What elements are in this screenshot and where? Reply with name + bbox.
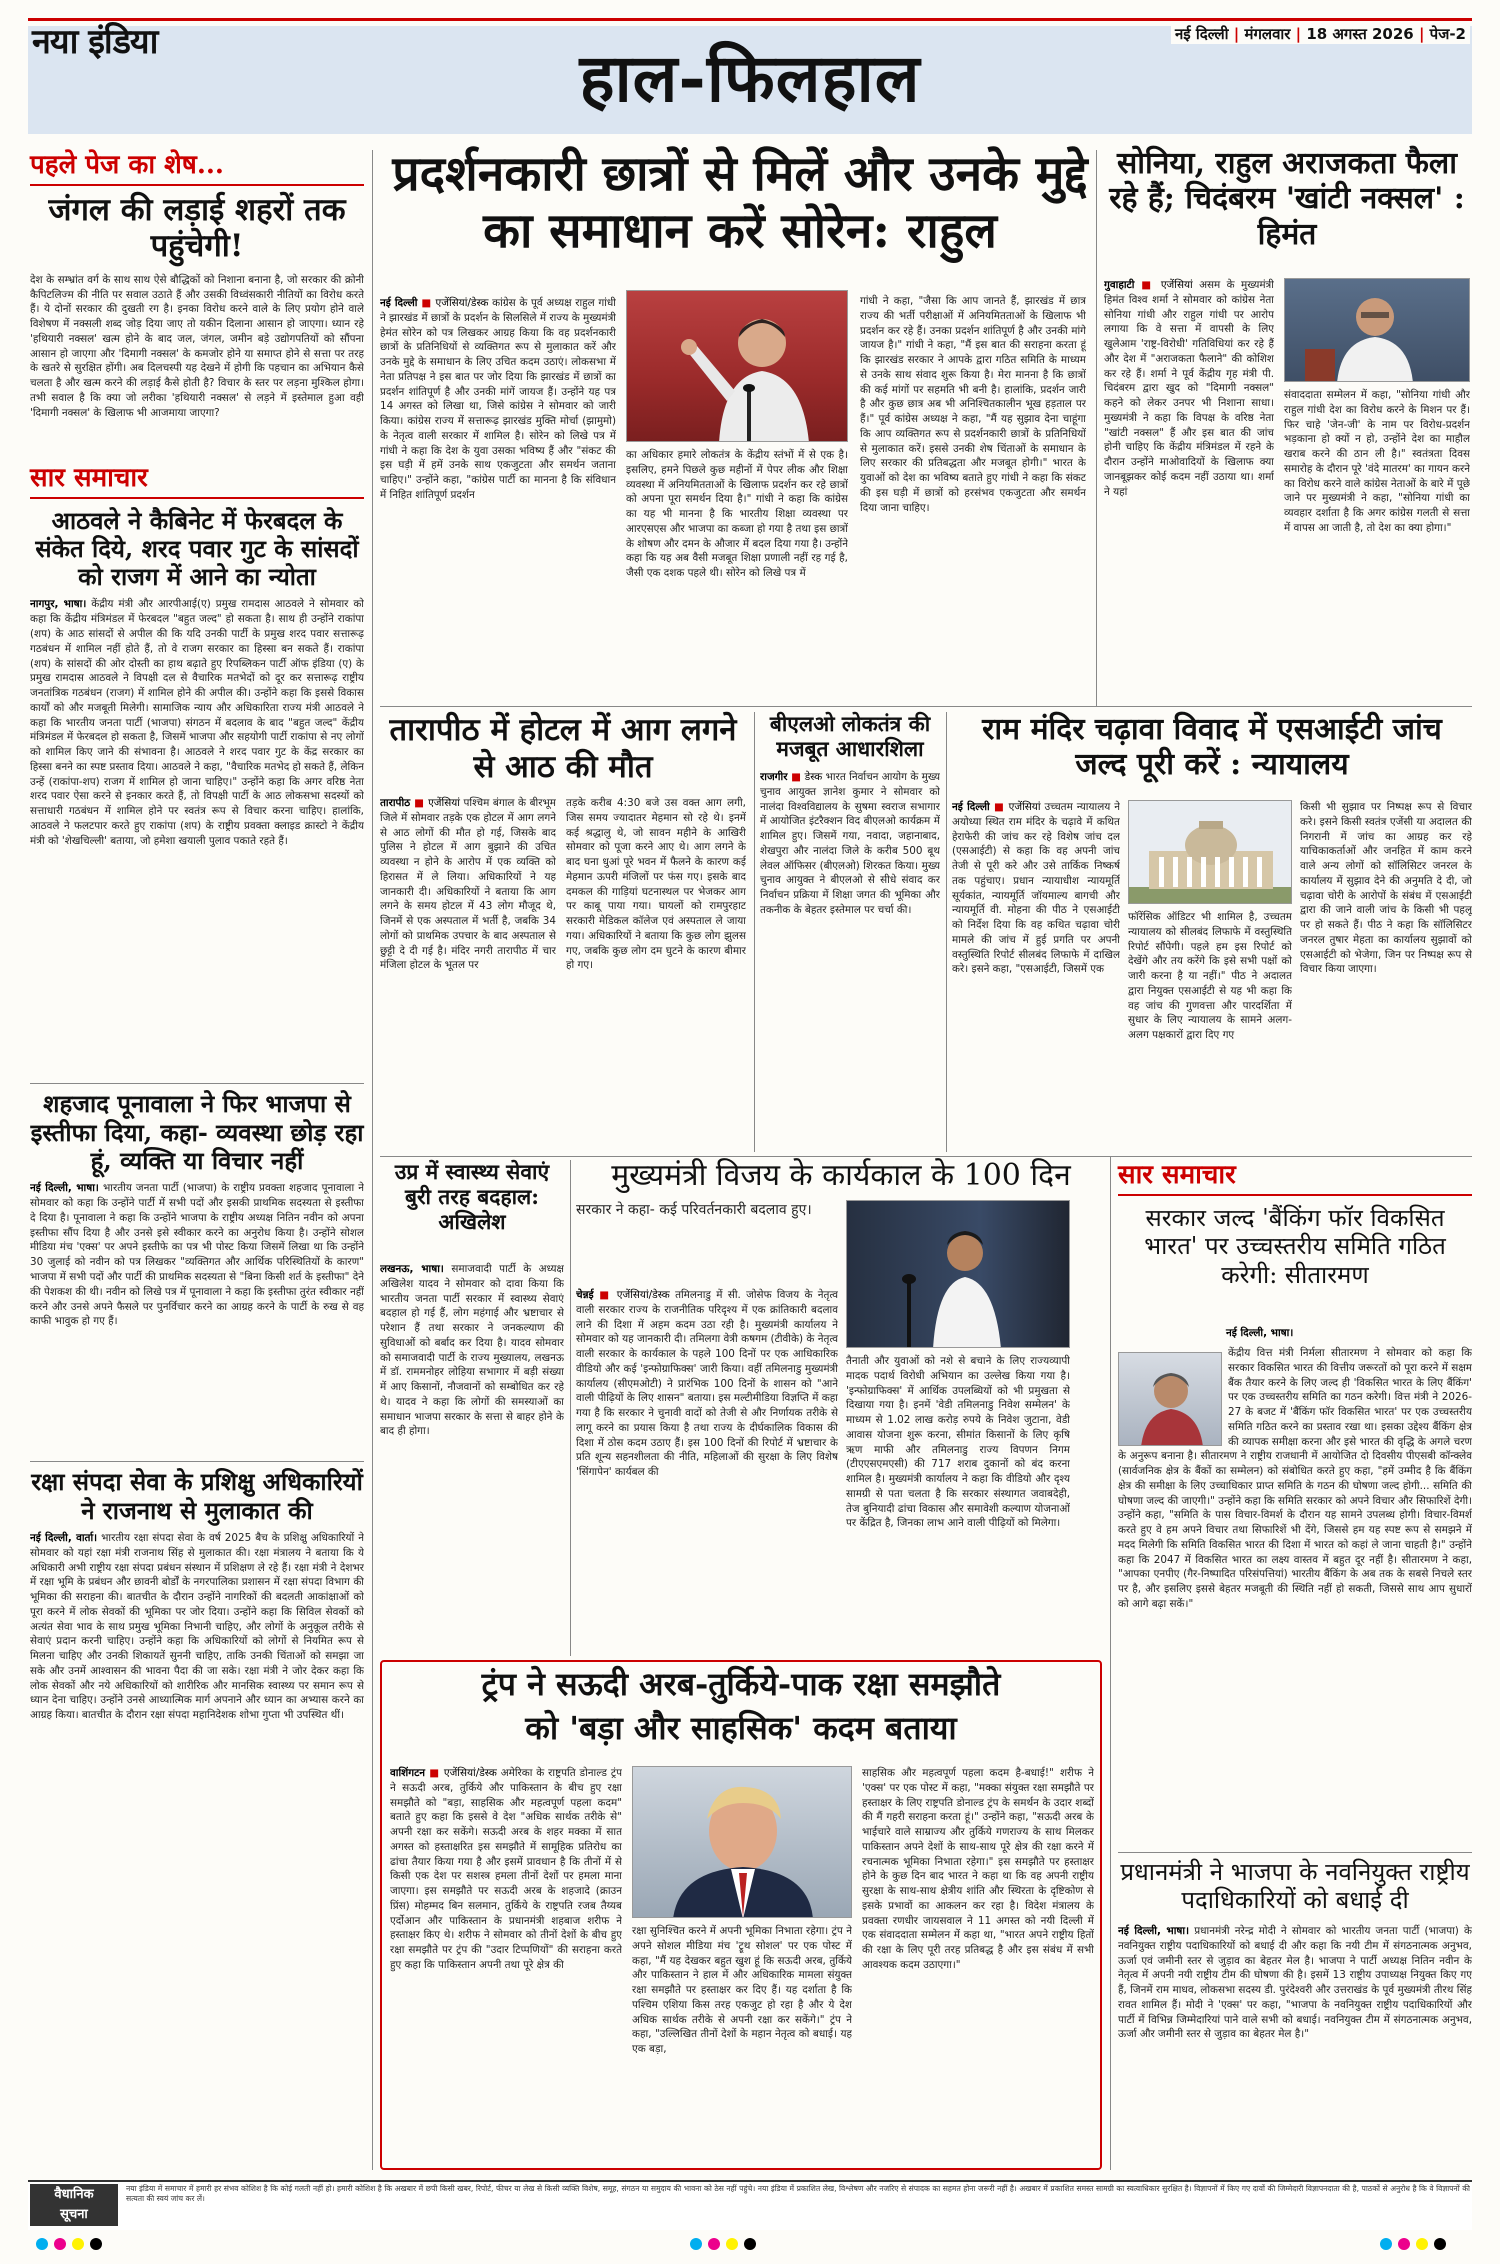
- day: मंगलवार: [1244, 25, 1291, 43]
- lead-col2: का अधिकार हमारे लोकतंत्र के केंद्रीय स्तंभों में से एक है। इसलिए, हमने पिछले कुछ महीनों में पेपर लीक और शिक्षा व्यवस्था में अनियमितताओं के खिलाफ प्रदर्शन कर रहे छात्रों को अपना पूरा समर्थन दिया है।" गांधी ने कहा कि कांग्रेस का यह भी मानना है कि भारतीय शिक्षा व्यवस्था पर आरएसएस और भाजपा का कब्जा हो गया है तथा इस छात्रों के शोषण और दमन के औजार में बदल दिया गया है। उन्होंने कहा कि यह अब वैसी मजबूत शिक्षा प्रणाली नहीं रह गई है, जैसी एक दशक पहले थी। सोरेन को लिखे पत्र में: [626, 449, 848, 580]
- tara-col1: तारापीठ ■ एजेंसियां पश्चिम बंगाल के बीरभूम जिले में सोमवार तड़के एक होटल में आग लगने से आठ लोगों की मौत हो गई, जिसके बाद पुलिस ने होटल में आग बुझाने की उचित व्यवस्था न होने के आरोप में एक व्यक्ति को हिरासत में ले लिया। अधिकारियों ने यह जानकारी दी। अधिकारियों ने बताया कि आग लगने के समय होटल में 43 लोग मौजूद थे, जिनमें से एक अस्पताल में भर्ती है, जबकि 34 लोगों को प्राथमिक उपचार के बाद अस्पताल से छुट्टी दे दी गई है। मंदिर नगरी तारापीठ में चार मंजिला होटल के भूतल पर: [380, 797, 556, 972]
- pm-dateline: नई दिल्ली, भाषा।: [1118, 1925, 1190, 1937]
- s2-headline[interactable]: आठवले ने कैबिनेट में फेरबदल के संकेत दिये, शरद पवार गुट के सांसदों को राजग में आने का न्योता: [35, 505, 359, 592]
- column-rule: [946, 712, 947, 1152]
- tara-dateline: तारापीठ ■ एजेंसियां: [380, 797, 460, 809]
- vijay-subhead: सरकार ने कहा- कई परिवर्तनकारी बदलाव हुए।: [576, 1202, 812, 1218]
- row-rule: [380, 1156, 1472, 1157]
- date: 18 अगस्त 2026: [1306, 25, 1414, 43]
- left-column: [30, 150, 364, 1933]
- continued-label: पहले पेज का शेष...: [30, 150, 364, 186]
- black-dot-icon: [90, 2238, 102, 2250]
- ram-col2: फॉरेंसिक ऑडिटर भी शामिल है, उच्चतम न्यायालय को सीलबंद लिफाफे में वस्तुस्थिति रिपोर्ट सौंपेगी। पहले हम इस रिपोर्ट को देखेंगे और तय करेंगे कि इसे सभी पक्षों को जारी करना है या नहीं।" पीठ ने अदालत द्वारा नियुक्त एसआईटी से यह भी कहा कि वह जांच की गुणवत्ता और पारदर्शिता में सुधार के लिए न्यायालय के सामने अलग-अलग पक्षकारों द्वारा दिए गए: [1128, 911, 1292, 1042]
- up-body: लखनऊ, भाषा। समाजवादी पार्टी के अध्यक्ष अखिलेश यादव ने सोमवार को दावा किया कि भारतीय जनता पार्टी सरकार में स्वास्थ्य सेवाएं बदहाल हो गई हैं, लोग महंगाई और भ्रष्टाचार से परेशान हैं तथा सरकार ने जनकल्याण की सुविधाओं को बर्बाद कर दिया है। यादव सोमवार को समाजवादी पार्टी के राज्य मुख्यालय, लखनऊ में डॉ. राममनोहर लोहिया सभागार में बड़ी संख्या में आए किसानों, नौजवानों को सम्बोधित कर रहे थे। यादव ने कहा कि लोगों की समस्याओं का समाधान भाजपा सरकार के सत्ता से बाहर होने के बाद ही होगा।: [380, 1263, 564, 1438]
- rahul-photo: [626, 290, 848, 442]
- cyan-dot-icon: [36, 2238, 48, 2250]
- vijay-col1: चेन्नई ■ एजेंसियां/डेस्क तमिलनाडु में सी. जोसेफ विजय के नेतृत्व वाली सरकार राज्य के राजनीतिक परिदृश्य में एक क्रांतिकारी बदलाव लाने की दिशा में अहम कदम उठा रही है। मुख्यमंत्री कार्यालय ने सोमवार को यह जानकारी दी। तमिलगा वेत्री कषगम (टीवीके) के नेतृत्व वाली सरकार के कार्यकाल के पहले 100 दिनों पर एक आधिकारिक वीडियो और कई 'इन्फोग्राफिक्स' जारी किया। वहीं तमिलनाडु मुख्यमंत्री कार्यालय (सीएमओटी) ने प्रारंभिक 100 दिनों के शासन को "आने वाली पीढ़ियों के लिए शासन" बताया। इस मल्टीमीडिया विज्ञप्ति में कहा गया है कि सरकार ने चुनावी वादों को तेजी से और निर्णायक तरीके से लागू करने का प्रयास किया है तथा राज्य के दीर्घकालिक विकास की दिशा में ठोस कदम उठाए हैं। इस 100 दिनों की रिपोर्ट में भ्रष्टाचार के प्रति शून्य सहनशीलता की नीति, महिलाओं की सुरक्षा के लिए विशेष 'सिंगापेन' कार्यबल की: [576, 1289, 838, 1479]
- trump-headline-1[interactable]: ट्रंप ने सऊदी अरब-तुर्किये-पाक रक्षा समझौते: [481, 1665, 1001, 1703]
- yellow-dot-icon: [726, 2238, 738, 2250]
- magenta-dot-icon: [54, 2238, 66, 2250]
- s1-body: देश के सम्भ्रांत वर्ग के साथ साथ ऐसे बौद्धिकों को निशाना बनाना है, जो सरकार की क्रोनी कैपिटलिज्म की नीति पर सवाल उठाते हैं और उसकी विध्वंसकारी नीतियों का विरोध करते हैं। ये दोनों सरकार की दुखती रग है। इनका विरोध करने वाले के लिए प्रयोग होने वाले विशेषण में नक्सली शब्द जोड़ दिया जाए तो यकीन दिलाना आसान हो जाएगा। ध्यान रहे 'हथियारी नक्सल' खत्म होने के बाद जल, जंगल, जमीन बड़े उद्योगपतियों को सौंपना आसान हो जाएगा और 'दिमागी नक्सल' के कमजोर होने या समाप्त होने से सत्ता पर तरह के खतरे से सुरक्षित होंगी। अब दिलचस्पी यह देखने में होगी कि पहचान का अभियान कैसे चलता है और खत्म करने की लड़ाई कैसे होती है? विचार के स्तर पर लड़ना मुश्किल होगा। तभी सवाल है कि क्या जो लरीका 'हथियारी नक्सल' से लड़ने में इस्तेमाल हुआ वही 'दिमागी नक्सल' के खिलाफ भी आजमाया जाएगा?: [30, 273, 364, 419]
- s1-headline[interactable]: जंगल की लड़ाई शहरों तक पहुंचेगी!: [48, 191, 346, 265]
- vijay-headline[interactable]: मुख्यमंत्री विजय के कार्यकाल के 100 दिन: [611, 1158, 1071, 1193]
- ram-dateline: नई दिल्ली ■ एजेंसियां: [952, 801, 1041, 813]
- footer-disclaimer: नया इंडिया में समाचार में हमारी हर संभव कोशिश है कि कोई गलती नहीं हो। हमारी कोशिश है कि अखबार में छपी किसी खबर, रिपोर्ट, फीचर या लेख से किसी व्यक्ति विशेष, समूह, संगठन या समुदाय की भावना को ठेस नहीं पहुंचे। नया इंडिया में प्रकाशित लेख, विश्लेषण और नजरिए से संपादक का सहमत होना जरूरी नहीं है। अखबार में प्रकाशित समस्त सामग्री का स्वत्वाधिकार सुरक्षित है। विज्ञापनों में किए गए दावों की जिम्मेदारी विज्ञापनदाता की है, पाठकों से अनुरोध है कि वे विज्ञापनों की सत्यता की स्वयं जांच कर लें।: [126, 2184, 1470, 2204]
- column-rule: [372, 150, 373, 2170]
- column-rule: [1096, 150, 1097, 706]
- cyan-dot-icon: [690, 2238, 702, 2250]
- s2-dateline: नागपुर, भाषा।: [30, 598, 87, 611]
- up-headline[interactable]: उप्र में स्वास्थ्य सेवाएं बुरी तरह बदहाल: अखिलेश: [394, 1159, 550, 1234]
- blo-body: राजगीर ■ डेस्क भारत निर्वाचन आयोग के मुख्य चुनाव आयुक्त ज्ञानेश कुमार ने सोमवार को नालंदा विश्वविद्यालय के सुषमा स्वराज सभागार में आयोजित इंटरैक्शन विद बीएलओ कार्यक्रम में शामिल हुए। जिसमें गया, नवादा, जहानाबाद, शेखपुरा और नालंदा जिले के करीब 500 बूथ लेवल ऑफिसर (बीएलओ) शिरकत किया। मुख्य चुनाव आयुक्त ने बीएलओ से सीधे संवाद कर निर्वाचन प्रक्रिया में शिक्षा जगत की भूमिका और तकनीक के बेहतर इस्तेमाल पर चर्चा की।: [760, 771, 940, 916]
- tara-headline[interactable]: तारापीठ में होटल में आग लगने से आठ की मौत: [389, 712, 737, 785]
- sonia-col2: संवाददाता सम्मेलन में कहा, "सोनिया गांधी और राहुल गांधी देश का विरोध करने के मिशन पर हैं। फिर चाहे 'जेन-जी' के नाम पर विरोध-प्रदर्शन भड़काना हो क्यों न हो, उन्होंने देश का माहौल खराब करने की ठान ली है।" स्वतंत्रता दिवस समारोह के दौरान पूरे 'वंदे मातरम' का गायन करने का विरोध करने वाले कांग्रेस नेताओं के बारे में पूछे जाने पर मुख्यमंत्री ने कहा, "सोनिया गांधी का व्यवहार दर्शाता है कि अगर कांग्रेस गलती से सत्ता में वापस आ जाती है, तो देश का क्या होगा।": [1284, 389, 1470, 534]
- up-dateline: लखनऊ, भाषा।: [380, 1263, 444, 1275]
- trump-col3: साहसिक और महत्वपूर्ण पहला कदम है-बधाई!" शरीफ ने 'एक्स' पर एक पोस्ट में कहा, "मक्का संयुक्त रक्षा समझौते पर हस्ताक्षर के लिए राष्ट्रपति डोनाल्ड ट्रंप के समर्थन के उदार शब्दों की मैं गहरी सराहना करता हूं।" उन्होंने कहा, "सऊदी अरब के भाईचारे वाले साम्राज्य और तुर्किये गणराज्य के साथ मिलकर पाकिस्तान अपने देशों के साथ-साथ पूरे क्षेत्र की रक्षा करने में रचनात्मक भूमिका निभाता रहेगा।" इस समझौते पर हस्ताक्षर होने के कुछ दिन बाद भारत ने कहा था कि वह अपनी राष्ट्रीय सुरक्षा के साथ-साथ क्षेत्रीय शांति और स्थिरता के दृष्टिकोण से इसके प्रभावों का आकलन कर रहा है। विदेश मंत्रालय के प्रवक्ता रणधीर जायसवाल ने 11 अगस्त को नयी दिल्ली में एक संवाददाता सम्मेलन में कहा था, "भारत अपने राष्ट्रीय हितों की रक्षा के लिए पूरी तरह प्रतिबद्ध है और इस संबंध में सभी आवश्यक कदम उठाएगा।": [862, 1767, 1094, 1971]
- s3-headline[interactable]: शहजाद पूनावाला ने फिर भाजपा से इस्तीफा दिया, कहा- व्यवस्था छोड़ रहा हूं, व्यक्ति या विचार नहीं: [30, 1083, 364, 1175]
- column-rule: [570, 1160, 571, 1656]
- s3-dateline: नई दिल्ली, भाषा।: [30, 1182, 99, 1195]
- footer-label: वैधानिक सूचना: [30, 2184, 118, 2226]
- newspaper-logo[interactable]: नया इंडिया: [32, 22, 158, 62]
- sar-dateline: नई दिल्ली, भाषा।: [1226, 1327, 1294, 1339]
- lead-col3: गांधी ने कहा, "जैसा कि आप जानते हैं, झारखंड में छात्र राज्य की भर्ती परीक्षाओं में अनियमितताओं के खिलाफ भी प्रदर्शन कर रहे हैं। उनका प्रदर्शन शांतिपूर्ण है और उनकी मांगे जायज है।" गांधी ने कहा, "मैं इस बात की सराहना करता हूं कि झारखंड सरकार ने आपके द्वारा गठित समिति के माध्यम से उनके साथ संवाद शुरू किया है। मेरा मानना है कि छात्रों की कई मांगों पर सहमति भी बनी है। हालांकि, प्रदर्शन जारी है और कुछ छात्र अब भी अनिश्चितकालीन भूख हड़ताल पर हैं।" पूर्व कांग्रेस अध्यक्ष ने कहा, "मैं यह सुझाव देना चाहूंगा कि आप व्यक्तिगत रूप से प्रदर्शनकारी छात्रों के प्रतिनिधियों से मुलाकात करें। इससे उनकी शेष चिंताओं के समाधान के लिए सरकार की प्रतिबद्धता और मजबूत होगी।" भारत के युवाओं को देश का भविष्य बताते हुए गांधी ने कहा कि संकट की इस घड़ी में छात्रों को हरसंभव एकजुटता और समर्थन दिया जाना चाहिए।: [860, 295, 1086, 514]
- trump-photo: [632, 1766, 852, 1918]
- vijay-col2: तैनाती और युवाओं को नशे से बचाने के लिए राज्यव्यापी मादक पदार्थ विरोधी अभियान का उल्लेख किया गया है। 'इन्फोग्राफिक्स' में आर्थिक उपलब्धियों को भी प्रमुखता से दिखाया गया है। इनमें 'वेडी तमिलनाडु निवेश सम्मेलन' के माध्यम से 1.02 लाख करोड़ रुपये के निवेश जुटाना, वेडी आवास योजना शुरू करना, सीमांत किसानों के लिए कृषि ऋण माफी और तमिलनाडु राज्य विपणन निगम (टीएएसएमएसी) की 717 शराब दुकानों को बंद करना शामिल है। मुख्यमंत्री कार्यालय ने कहा कि वीडियो और दृश्य सामग्री से पता चलता है कि सरकार संस्थागत जवाबदेही, तेज बुनियादी ढांचा विकास और समावेशी कल्याण योजनाओं पर केंद्रित है, जिनका लाभ आने वाली पीढ़ियों को मिलेगा।: [846, 1355, 1070, 1530]
- registration-marks-center: [690, 2238, 756, 2250]
- section-title: हाल-फिलहाल: [579, 39, 921, 117]
- ram-col3: किसी भी सुझाव पर निष्पक्ष रूप से विचार करे। इसने किसी स्वतंत्र एजेंसी या अदालत की निगरानी में जांच का आग्रह कर रहे याचिकाकर्ताओं और जनहित में काम करने वाले अन्य लोगों को सॉलिसिटर जनरल के कार्यालय में सुझाव देने की अनुमति दे दी, जो चढ़ावा चोरी के आरोपों के संबंध में एसआईटी द्वारा की जाने वाली जांच के किसी भी पहलू पर हो सकते हैं। पीठ ने कहा कि सॉलिसिटर जनरल तुषार मेहता का कार्यालय सुझावों को एसआईटी को भेजेगा, जिन पर निष्पक्ष रूप से विचार किया जाएगा।: [1300, 801, 1472, 976]
- court-building-icon: [1129, 801, 1292, 904]
- top-rule: [28, 18, 1472, 21]
- black-dot-icon: [1434, 2238, 1446, 2250]
- supreme-court-photo: [1128, 800, 1292, 904]
- sonia-headline[interactable]: सोनिया, राहुल अराजकता फैला रहे हैं; चिदंबरम 'खांटी नक्सल' : हिमंत: [1109, 146, 1465, 252]
- himanta-photo: [1284, 278, 1470, 382]
- cyan-dot-icon: [1380, 2238, 1392, 2250]
- row-rule: [1118, 1852, 1472, 1853]
- column-rule: [754, 712, 755, 1152]
- sar-body-text: केंद्रीय वित्त मंत्री निर्मला सीतारमण ने सोमवार को कहा कि सरकार विकसित भारत की वित्तीय जरूरतों को पूरा करने में सक्षम बैंक तैयार करने के लिए जल्द ही 'विकसित भारत के लिए बैंकिंग' पर एक उच्चस्तरीय समिति का गठन करेगी। वित्त मंत्री ने 2026-27 के बजट में 'बैंकिंग फॉर विकसित भारत' पर एक उच्चस्तरीय समिति गठित करने का प्रस्ताव रखा था। इसका उद्देश्य बैंकिंग क्षेत्र की व्यापक समीक्षा करना और इसे भारत की वृद्धि के अगले चरण के अनुरूप बनाना है। सीतारमण ने राष्ट्रीय राजधानी में आयोजित दो दिवसीय पीएसबी कॉन्क्लेव (सार्वजनिक क्षेत्र के बैंकों का सम्मेलन) को संबोधित करते हुए कहा, "हमें उम्मीद है कि बैंकिंग क्षेत्र की समीक्षा के लिए उच्चाधिकार प्राप्त समिति के गठन की घोषणा जल्द होगी... समिति की घोषणा जल्द की जाएगी।" उन्होंने कहा कि समिति सरकार को अपने विचार और सिफारिशें देगी। उन्होंने कहा, "समिति के पास विचार-विमर्श के दौरान यह सामने उपलब्ध होगी। विचार-विमर्श करते हुए वे हम अपने विचार तथा सिफारिशें भी देंगे, जिससे हम यह स्पष्ट रूप से समझने में मदद मिलेगी कि समिति विकसित भारत की दिशा में भारत को कहां ले जाना चाहती है।" उन्होंने कहा कि 2047 में विकसित भारत का लक्ष्य वास्तव में बहुत दूर नहीं है। सीतारमण ने कहा, "आपका एनपीए (गैर-निष्पादित परिसंपत्तियां) भारतीय बैंकिंग के अब तक के सबसे निचले स्तर पर है, और इसलिए इससे बेहतर मजबूती की स्थिति नहीं हो सकती, जिससे साथ आप सुधारों को आगे बढ़ा सकें।": [1118, 1347, 1472, 1611]
- trump-dateline: वाशिंगटन ■ एजेंसियां/डेस्क: [390, 1767, 497, 1779]
- himanta-speaking-icon: [1285, 279, 1470, 382]
- blo-headline[interactable]: बीएलओ लोकतंत्र की मजबूत आधारशिला: [769, 711, 931, 761]
- yellow-dot-icon: [72, 2238, 84, 2250]
- tara-col2: तड़के करीब 4:30 बजे उस वक्त आग लगी, जिस समय ज्यादातर मेहमान सो रहे थे। इनमें कई श्रद्धालु थे, जो सावन महीने के आखिरी सोमवार को पूजा करने आए थे। आग लगने के बाद घना धुआं पूरे भवन में फैलने के कारण कई मेहमान ऊपरी मंजिलों पर फंस गए। इसके बाद दमकल की गाड़ियां घटनास्थल पर भेजकर आग पर काबू पाया गया। घायलों को रामपुरहाट सरकारी मेडिकल कॉलेज एवं अस्पताल ले जाया गया। अधिकारियों ने बताया कि कुछ लोग झुलस गए, जबकि कुछ लोग दम घुटने के कारण बीमार हो गए।: [566, 797, 746, 972]
- registration-marks-right: [1380, 2238, 1446, 2250]
- lead-col1: नई दिल्ली ■ एजेंसियां/डेस्क कांग्रेस के पूर्व अध्यक्ष राहुल गांधी ने झारखंड में छात्रों के प्रदर्शन के सिलसिले में राज्य के मुख्यमंत्री हेमंत सोरेन को पत्र लिखकर आग्रह किया कि वह प्रदर्शनकारी छात्रों के प्रतिनिधियों से व्यक्तिगत रूप से मुलाकात करें और उनके मुद्दे के समाधान के लिए उचित कदम उठाएं। लोकसभा में नेता प्रतिपक्ष ने इस बात पर जोर दिया कि झारखंड में छात्रों का प्रदर्शन शांतिपूर्ण है और उनकी मांगें जायज हैं। उन्होंने यह पत्र 14 अगस्त को लिखा था, जिसे कांग्रेस ने सोमवार को जारी किया। कांग्रेस राज्य में सत्तारूढ़ झारखंड मुक्ति मोर्चा (झामुमो) के नेतृत्व वाली सरकार में शामिल है। सोरेन को लिखे पत्र में गांधी ने कहा कि देश के युवा उसका भविष्य हैं और "संकट की इस घड़ी में हमें उनके साथ एकजुटता और समर्थन जताना चाहिए।" उन्होंने कहा, "कांग्रेस पार्टी का मानना है कि संविधान में निहित शांतिपूर्ण प्रदर्शन: [380, 297, 616, 501]
- sar-headline[interactable]: सरकार जल्द 'बैंकिंग फॉर विकसित भारत' पर उच्चस्तरीय समिति गठित करेगी: सीतारमण: [1144, 1204, 1446, 1289]
- sonia-dateline: गुवाहाटी ■ एजेंसियां: [1104, 279, 1193, 291]
- row-rule: [380, 706, 1472, 707]
- vijay-addressing-icon: [847, 1201, 1070, 1348]
- s4-headline[interactable]: रक्षा संपदा सेवा के प्रशिक्षु अधिकारियों ने राजनाथ से मुलाकात की: [30, 1461, 364, 1525]
- blo-dateline: राजगीर ■ डेस्क: [760, 771, 823, 783]
- s4-dateline: नई दिल्ली, वार्ता।: [30, 1532, 98, 1544]
- trump-headline-2[interactable]: को 'बड़ा और साहसिक' कदम बताया: [525, 1709, 957, 1747]
- sar-label-right: सार समाचार: [1118, 1160, 1472, 1196]
- vijay-photo: [846, 1200, 1070, 1348]
- lead-headline[interactable]: प्रदर्शनकारी छात्रों से मिलें और उनके मुद्दे का समाधान करें सोरेन: राहुल: [392, 146, 1088, 259]
- trump-col2: रक्षा सुनिश्चित करने में अपनी भूमिका निभाता रहेगा। ट्रंप ने अपने सोशल मीडिया मंच 'ट्रूथ सोशल' पर एक पोस्ट में कहा, "मैं यह देखकर बहुत खुश हूं कि सऊदी अरब, तुर्किये और पाकिस्तान ने हाल में और अधिकारिक मामला संयुक्त रक्षा समझौते पर हस्ताक्षर कर दिए हैं। यह दर्शाता है कि पश्चिम एशिया किस तरह एकजुट हो रहा है और ये देश अधिक सार्थक तरीके से अपनी रक्षा कर सकेंगे।" ट्रंप ने कहा, "उल्लिखित तीनों देशों के महान नेतृत्व को बधाई। यह एक बड़ा,: [632, 1925, 852, 2056]
- page-number: पेज-2: [1429, 25, 1466, 43]
- ram-col1: नई दिल्ली ■ एजेंसियां उच्चतम न्यायालय ने अयोध्या स्थित राम मंदिर के चढ़ावे में कथित हेराफेरी की जांच कर रहे विशेष जांच दल (एसआईटी) से कहा कि वह अपनी जांच तेजी से पूरी करे और उसे तार्किक निष्कर्ष तक पहुंचाए। प्रधान न्यायाधीश न्यायमूर्ति सूर्यकांत, न्यायमूर्ति जॉयमाल्य बागची और न्यायमूर्ति वी. मोहना की पीठ ने एसआईटी को निर्देश दिया कि वह कथित चढ़ावा चोरी मामले की जांच में हुई प्रगति पर अपनी वस्तुस्थिति रिपोर्ट सीलबंद लिफाफे में दाखिल करे। इसने कहा, "एसआईटी, जिसमें एक: [952, 801, 1120, 976]
- sar-label-left: सार समाचार: [30, 463, 364, 499]
- sonia-col1: गुवाहाटी ■ एजेंसियां असम के मुख्यमंत्री हिमंत विश्व शर्मा ने सोमवार को कांग्रेस नेता सोनिया गांधी और राहुल गांधी पर आरोप लगाया कि वे सत्ता में वापसी के लिए खुलेआम 'राष्ट्र-विरोधी' गतिविधियां कर रहे हैं और देश में "अराजकता फैलाने" की कोशिश कर रहे हैं। शर्मा ने पूर्व केंद्रीय गृह मंत्री पी. चिदंबरम द्वारा खुद को "दिमागी नक्सल" कहने को लेकर उनपर भी निशाना साधा। मुख्यमंत्री ने कहा कि विपक्ष के वरिष्ठ नेता "खांटी नक्सल" हैं और इस बात की जांच होनी चाहिए कि केंद्रीय मंत्रिमंडल में रहने के दौरान उन्होंने माओवादियों के खिलाफ क्या जानबूझकर कोई कदम नहीं उठाया था। शर्मा ने यहां: [1104, 279, 1274, 498]
- registration-marks-left: [36, 2238, 102, 2250]
- trump-col1: वाशिंगटन ■ एजेंसियां/डेस्क अमेरिका के राष्ट्रपति डोनाल्ड ट्रंप ने सऊदी अरब, तुर्किये और पाकिस्तान के बीच हुए रक्षा समझौते को "बड़ा, साहसिक और महत्वपूर्ण पहला कदम" बताते हुए कहा कि इससे वे देश "अधिक सार्थक तरीके से" अपनी रक्षा कर सकेंगे। सऊदी अरब के शहर मक्का में सात अगस्त को हस्ताक्षरित इस समझौते में सामूहिक प्रतिरोध का ढांचा तैयार किया गया है और इसमें प्रावधान है कि तीनों में से किसी एक देश पर सशस्त्र हमला तीनों देशों पर हमला माना जाएगा। इस समझौते पर सऊदी अरब के शहजादे (क्राउन प्रिंस) मोहम्मद बिन सलमान, तुर्किये के राष्ट्रपति रजब तैय्यब एर्दोआन और पाकिस्तान के प्रधानमंत्री शहबाज शरीफ ने हस्ताक्षर किए थे। शरीफ ने सोमवार को तीनों देशों के बीच हुए रक्षा समझौते पर ट्रंप की "उदार टिप्पणियों" की सराहना करते हुए कहा कि पाकिस्तान अपनी तथा पूरे क्षेत्र की: [390, 1767, 622, 1971]
- dateline-bar: नई दिल्ली | मंगलवार | 18 अगस्त 2026 | पेज-2: [1171, 24, 1470, 44]
- column-rule: [1110, 1156, 1111, 2170]
- magenta-dot-icon: [1398, 2238, 1410, 2250]
- magenta-dot-icon: [708, 2238, 720, 2250]
- lead-dateline: नई दिल्ली ■ एजेंसियां/डेस्क: [380, 297, 489, 309]
- pm-headline[interactable]: प्रधानमंत्री ने भाजपा के नवनियुक्त राष्ट्रीय पदाधिकारियों को बधाई दी: [1120, 1858, 1470, 1915]
- black-dot-icon: [744, 2238, 756, 2250]
- s4-body: नई दिल्ली, वार्ता। भारतीय रक्षा संपदा सेवा के वर्ष 2025 बैच के प्रशिक्षु अधिकारियों ने सोमवार को यहां रक्षा मंत्री राजनाथ सिंह से मुलाकात की। रक्षा मंत्रालय ने बताया कि ये अधिकारी अभी राष्ट्रीय रक्षा संपदा प्रबंधन संस्थान में प्रशिक्षण ले रहे हैं। रक्षा मंत्री ने देशभर में रक्षा भूमि के प्रबंधन और छावनी बोर्डों के नगरपालिका प्रशासन में रक्षा संपदा विभाग की भूमिका की सराहना की। बातचीत के दौरान उन्होंने नागरिकों की बदलती आकांक्षाओं को पूरा करने में लोक सेवकों की भूमिका पर जोर दिया। उन्होंने कहा कि सिविल सेवकों को अत्यंत सेवा भाव के साथ प्रमुख भूमिका निभानी चाहिए, और लोगों के अनुकूल तरीके से सेवाएं प्रदान करनी चाहिए। उन्होंने कहा कि अधिकारियों को लोगों से नियमित रूप से मिलना चाहिए और उनकी शिकायतें सुननी चाहिए, ताकि उनकी चिंताओं को समझा जा सके और उनमें आश्वासन की भावना पैदा की जा सके। रक्षा मंत्री ने जोर देकर कहा कि लोक सेवकों और नये अधिकारियों को शारीरिक और मानसिक स्वास्थ्य पर समान रूप से ध्यान देना चाहिए। उन्होंने उनसे आध्यात्मिक मार्ग अपनाने और ध्यान का अभ्यास करने का आग्रह किया। बातचीत के दौरान रक्षा संपदा महानिदेशक शोभा गुप्ता भी उपस्थित थीं।: [30, 1532, 364, 1722]
- rahul-speaking-icon: [627, 291, 848, 442]
- pm-body: नई दिल्ली, भाषा। प्रधानमंत्री नरेन्द्र मोदी ने सोमवार को भारतीय जनता पार्टी (भाजपा) के नवनियुक्त राष्ट्रीय पदाधिकारियों को बधाई दी और कहा कि नयी टीम में संगठनात्मक अनुभव, ऊर्जा एवं जमीनी स्तर से जुड़ाव का बेहतर मेल है। भाजपा ने पार्टी अध्यक्ष नितिन नवीन के नेतृत्व में अपनी नयी राष्ट्रीय टीम की घोषणा की है। इसमें 13 राष्ट्रीय उपाध्यक्ष नियुक्त किए गए हैं, जिनमें राम माधव, लोकसभा सदस्य डी. पुरंदेश्वरी और उत्तराखंड के पूर्व मुख्यमंत्री तीरथ सिंह रावत शामिल हैं। मोदी ने 'एक्स' पर कहा, "भाजपा के नवनियुक्त राष्ट्रीय पदाधिकारियों और पार्टी में विभिन्न जिम्मेदारियां पाने वाले सभी को बधाई। नवनियुक्त टीम में संगठनात्मक अनुभव, ऊर्जा और जमीनी स्तर से जुड़ाव का बेहतर मेल है।": [1118, 1925, 1472, 2041]
- yellow-dot-icon: [1416, 2238, 1428, 2250]
- s2-body: नागपुर, भाषा। केंद्रीय मंत्री और आरपीआई(ए) प्रमुख रामदास आठवले ने सोमवार को कहा कि केंद्रीय मंत्रिमंडल में फेरबदल "बहुत जल्द" हो सकता है। साथ ही उन्होंने राकांपा (शप) के आठ सांसदों से अपील की कि यदि उनकी पार्टी के प्रमुख शरद पवार सत्तारूढ़ गठबंधन में शामिल नहीं होते हैं, तो वे राजग सरकार का हिस्सा बन सकते हैं। राकांपा (शप) के सांसदों की ओर दोस्ती का हाथ बढ़ाते हुए रिपब्लिकन पार्टी ऑफ इंडिया (ए) के प्रमुख रामदास आठवले ने विपक्षी दल से वैचारिक मतभेदों को दूर कर सत्तारूढ़ राष्ट्रीय जनतांत्रिक गठबंधन (राजग) में शामिल होने की अपील की। उन्होंने कहा कि इससे विकास कार्यों को और मजबूती मिलेगी। सामाजिक न्याय और अधिकारिता राज्य मंत्री आठवले ने कहा कि भारतीय जनता पार्टी (भाजपा) संगठन में बदलाव के बाद "बहुत जल्द" केंद्रीय मंत्रिमंडल में फेरबदल हो सकता है, जिसमें भाजपा और सहयोगी पार्टी राकांपा से नए लोगों को शामिल किए जाने की संभावना है। आठवले ने शरद पवार गुट के केंद्र सरकार का हिस्सा बनने का स्पष्ट प्रस्ताव दिया। आठवले ने कहा, "वैचारिक मतभेद हो सकते हैं, लेकिन उन्हें (राकांपा-शप) राजग में शामिल हो जाना चाहिए।" उन्होंने कहा कि अगर वरिष्ठ नेता शरद पवार ऐसा करने से इनकार करते हैं, तो विपक्षी पार्टी के आठ लोकसभा सदस्यों को सत्ताधारी गठबंधन में शामिल होने पर स्वतंत्र रूप से विचार करना चाहिए। हालांकि, आठवले ने फलटपार करते हुए राकांपा (शप) के राष्ट्रीय प्रवक्ता क्लाइड क्रास्टो ने केंद्रीय मंत्री को 'शेखचिल्ली' बताया, जो हमेशा खयाली पुलाव पकाते रहते हैं।: [30, 598, 364, 847]
- vijay-dateline: चेन्नई ■ एजेंसियां/डेस्क: [576, 1289, 670, 1301]
- s3-body: नई दिल्ली, भाषा। भारतीय जनता पार्टी (भाजपा) के राष्ट्रीय प्रवक्ता शहजाद पूनावाला ने सोमवार को कहा कि उन्होंने पार्टी में सभी पदों और इसकी प्राथमिक सदस्यता से इस्तीफा दे दिया है। पूनावाला ने कहा कि उन्होंने भाजपा के राष्ट्रीय अध्यक्ष नितिन नवीन को अपना इस्तीफा सौंप दिया है और उनसे इसे स्वीकार करने का अनुरोध किया है। उन्होंने सोशल मीडिया मंच 'एक्स' पर अपने इस्तीफे का पत्र भी पोस्ट किया जिसमें लिखा था कि उन्होंने 30 जुलाई को नवीन को पत्र लिखकर "व्यक्तिगत और आर्थिक परिस्थितियों के कारण" भाजपा में सभी पदों और पार्टी की प्राथमिक सदस्यता से "बिना किसी शर्त के इस्तीफा" देने की पेशकश की थी। नवीन को लिखे पत्र में पूनावाला ने कहा कि इस्तीफा तुरंत स्वीकार नहीं करने और उनसे अपने फैसले पर पुनर्विचार करने का आग्रह करने के पार्टी के रुख से वह काफी भावुक हो गए हैं।: [30, 1182, 364, 1328]
- ram-headline[interactable]: राम मंदिर चढ़ावा विवाद में एसआईटी जांच जल्द पूरी करें : न्यायालय: [982, 712, 1442, 783]
- trump-portrait-icon: [633, 1767, 852, 1918]
- city: नई दिल्ली: [1174, 25, 1229, 43]
